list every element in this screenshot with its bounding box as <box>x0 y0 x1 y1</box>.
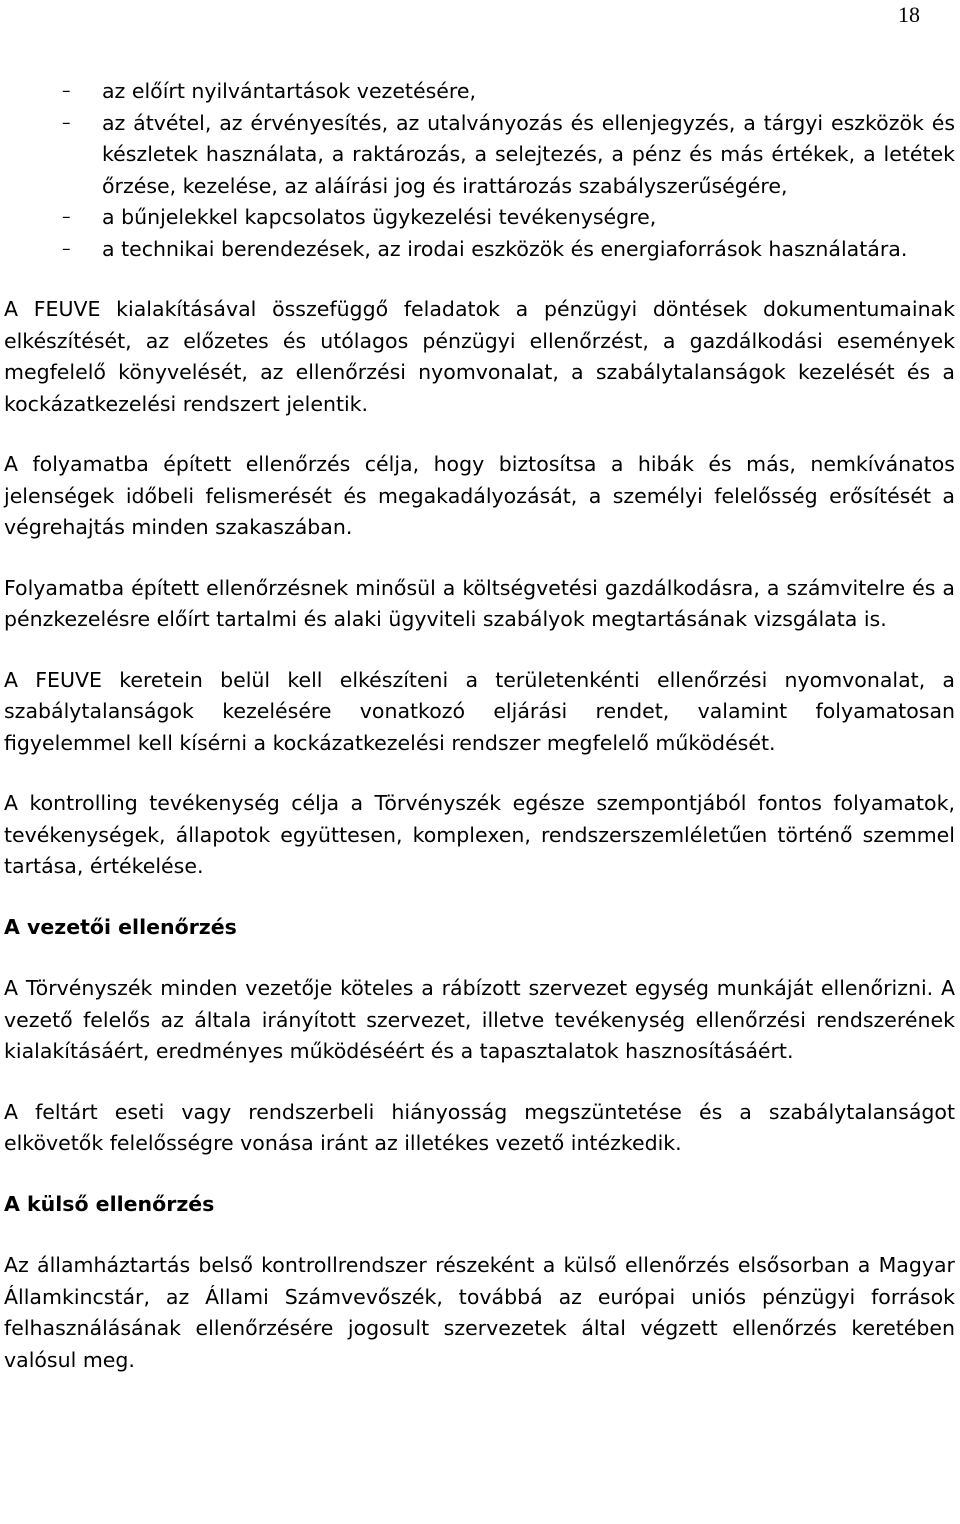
bullet-list <box>4 76 955 265</box>
list-item: – a technikai berendezések, az irodai eszközök és energiaforrások használatára. <box>102 234 955 266</box>
list-item: – a bűnjelekkel kapcsolatos ügykezelési tevékenységre, <box>102 202 955 234</box>
paragraph-external-control-1: Az államháztartás belső kontrollrendszer részeként a külső ellenőrzés elsősorban a Magyar Államkincstár, az Állami Számvevőszék, továbbá az európai uniós pénzügyi források felhasználásának ellenőrzésére jogosult szervezetek által végzett ellenőrzés keretében valósul meg. <box>4 1253 955 1372</box>
paragraph-management-control-1: A Törvényszék minden vezetője köteles a rábízott szervezet egység munkáját ellenőrizni. A vezető felelős az általa irányított szervezet, illetve tevékenység ellenőrzési rendszerének kialakításáért, eredményes működéséért és a tapasztalatok hasznosításáért. <box>4 976 955 1063</box>
heading-external-control: A külső ellenőrzés <box>4 1191 215 1216</box>
paragraph-built-in-control-scope: Folyamatba épített ellenőrzésnek minősül a költségvetési gazdálkodásra, a számvitelre és a pénzkezelésre előírt tartalmi és alaki ügyviteli szabályok megtartásának vizsgálata is. <box>4 575 955 631</box>
list-item: – az előírt nyilvántartások vezetésére, <box>102 76 955 108</box>
paragraph-management-control-2: A feltárt eseti vagy rendszerbeli hiányosság megszüntetése és a szabálytalanságot elkövetők felelősségre vonása iránt az illetékes vezető intézkedik. <box>4 1099 955 1155</box>
list-item: – az átvétel, az érvényesítés, az utalványozás és ellenjegyzés, a tárgyi eszközök és készletek használata, a raktározás, a selejtezés, a pénz és más értékek, a letétek őrzése, kezelése, az aláírási jog és irattározás szabályszerűségére, <box>102 108 955 203</box>
paragraph-feuve-trail: A FEUVE keretein belül kell elkészíteni a területenkénti ellenőrzési nyomvonalat, a szabálytalanságok kezelésére vonatkozó eljárási rendet, valamint folyamatosan figyelemmel kell kísérni a kockázatkezelési rendszer megfelelő működését. <box>4 667 955 755</box>
heading-management-control: A vezetői ellenőrzés <box>4 914 237 939</box>
paragraph-controlling: A kontrolling tevékenység célja a Törvényszék egésze szempontjából fontos folyamatok, tevékenységek, állapotok együttesen, komplexen, rendszerszemléletűen történő szemmel tartása, értékelése. <box>4 791 955 878</box>
page-number: 18 <box>898 2 920 27</box>
paragraph-feuve-tasks: A FEUVE kialakításával összefüggő feladatok a pénzügyi döntések dokumentumainak elkészítését, az előzetes és utólagos pénzügyi ellenőrzést, a gazdálkodási események megfelelő könyvelését, az ellenőrzési nyomvonalat, a szabálytalanságok kezelését és a kockázatkezelési rendszert jelentik. <box>4 297 955 416</box>
document-body <box>4 76 955 1405</box>
paragraph-built-in-control-goal: A folyamatba épített ellenőrzés célja, hogy biztosítsa a hibák és más, nemkívánatos jelenségek időbeli felismerését és megakadályozását, a személyi felelősség erősítését a végrehajtás minden szakaszában. <box>4 452 955 539</box>
